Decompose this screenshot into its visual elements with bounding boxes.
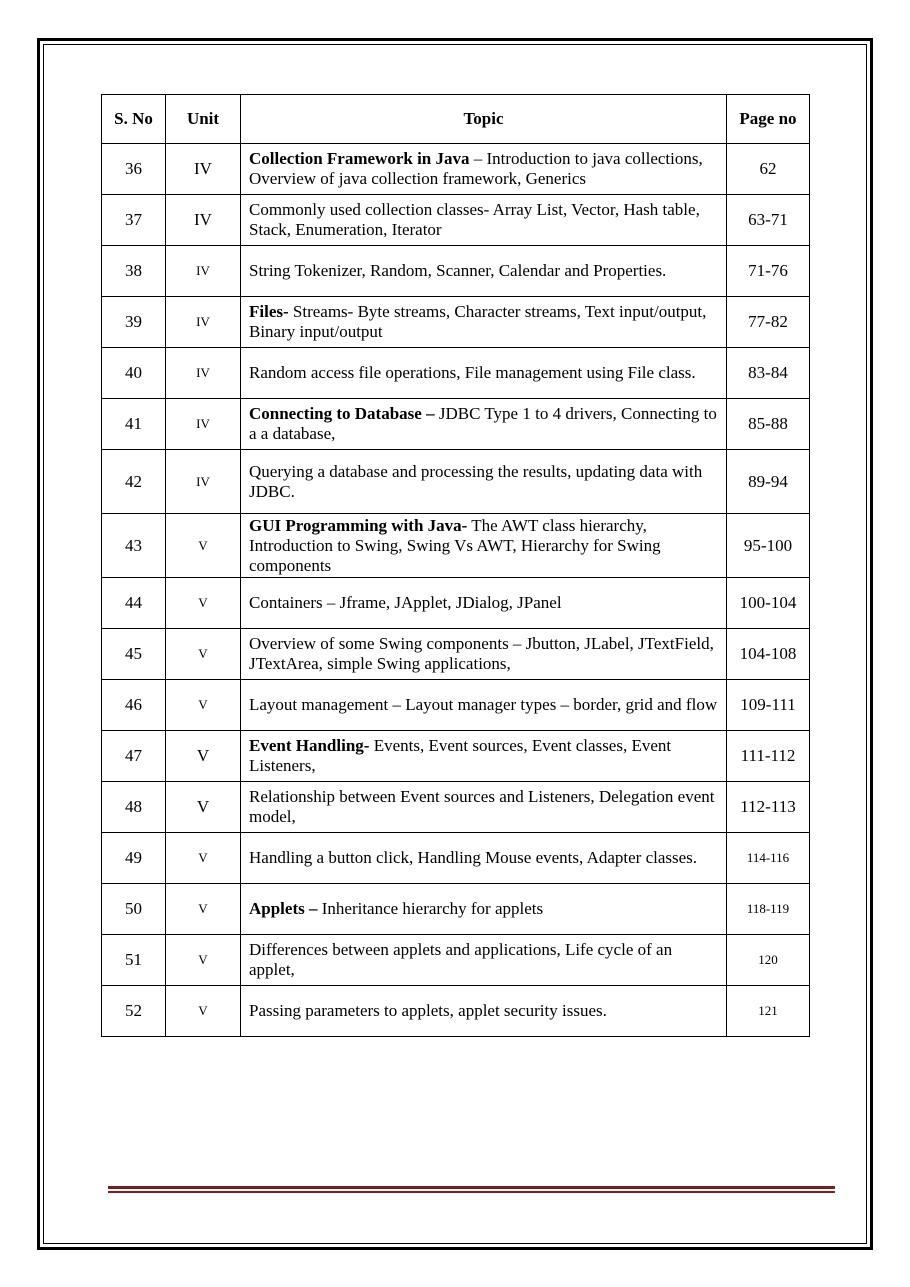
cell-topic <box>241 450 727 514</box>
cell-unit: V <box>166 833 241 884</box>
topic-text: – Introduction to java collections, Overview of java collection framework, Generics <box>249 149 703 188</box>
cell-topic <box>241 731 727 782</box>
cell-topic <box>241 782 727 833</box>
cell-page: 111-112 <box>727 731 810 782</box>
table-row <box>102 195 810 246</box>
cell-topic <box>241 629 727 680</box>
cell-page: 112-113 <box>727 782 810 833</box>
cell-unit: V <box>166 782 241 833</box>
cell-sno: 36 <box>102 144 166 195</box>
table-row <box>102 348 810 399</box>
cell-page: 121 <box>727 986 810 1037</box>
table-row <box>102 935 810 986</box>
topic-text: Layout management – Layout manager types – border, grid and flow <box>249 695 718 714</box>
cell-unit: V <box>166 514 241 578</box>
cell-sno: 47 <box>102 731 166 782</box>
cell-sno: 50 <box>102 884 166 935</box>
table-row <box>102 297 810 348</box>
table-row <box>102 578 810 629</box>
topic-heading: Files- <box>249 302 289 321</box>
cell-unit: IV <box>166 450 241 514</box>
cell-page: 89-94 <box>727 450 810 514</box>
table-row <box>102 629 810 680</box>
cell-unit: V <box>166 578 241 629</box>
cell-topic <box>241 884 727 935</box>
header-page: Page no <box>727 95 810 144</box>
cell-sno: 52 <box>102 986 166 1037</box>
cell-topic <box>241 297 727 348</box>
cell-page: 109-111 <box>727 680 810 731</box>
table-row <box>102 450 810 514</box>
cell-page: 85-88 <box>727 399 810 450</box>
cell-page: 77-82 <box>727 297 810 348</box>
cell-sno: 43 <box>102 514 166 578</box>
cell-topic <box>241 986 727 1037</box>
table-row <box>102 833 810 884</box>
cell-topic <box>241 935 727 986</box>
cell-topic <box>241 399 727 450</box>
cell-sno: 45 <box>102 629 166 680</box>
cell-unit: IV <box>166 399 241 450</box>
topic-text: JDBC Type 1 to 4 drivers, Connecting to a a database, <box>249 404 717 443</box>
topic-text: Handling a button click, Handling Mouse events, Adapter classes. <box>249 848 698 867</box>
table-header-row <box>102 95 810 144</box>
cell-sno: 49 <box>102 833 166 884</box>
cell-page: 104-108 <box>727 629 810 680</box>
cell-unit: IV <box>166 246 241 297</box>
cell-sno: 38 <box>102 246 166 297</box>
topic-text: Inheritance hierarchy for applets <box>317 899 544 918</box>
cell-page: 95-100 <box>727 514 810 578</box>
topic-heading: Event Handling- <box>249 736 370 755</box>
cell-topic <box>241 246 727 297</box>
cell-topic <box>241 195 727 246</box>
cell-unit: V <box>166 884 241 935</box>
table-row <box>102 731 810 782</box>
topic-heading: Connecting to Database – <box>249 404 435 423</box>
topic-heading: Collection Framework in Java <box>249 149 470 168</box>
table-row <box>102 884 810 935</box>
contents-table <box>101 94 810 1037</box>
cell-page: 114-116 <box>727 833 810 884</box>
cell-topic <box>241 680 727 731</box>
cell-page: 83-84 <box>727 348 810 399</box>
cell-sno: 39 <box>102 297 166 348</box>
cell-unit: V <box>166 629 241 680</box>
topic-text: Streams- Byte streams, Character streams, Text input/output, Binary input/output <box>249 302 707 341</box>
cell-sno: 44 <box>102 578 166 629</box>
table-row <box>102 144 810 195</box>
table-row <box>102 399 810 450</box>
topic-text: Commonly used collection classes- Array List, Vector, Hash table, Stack, Enumeration, Iterator <box>249 200 700 239</box>
footer-rule-bottom <box>108 1191 835 1193</box>
cell-topic <box>241 578 727 629</box>
cell-page: 100-104 <box>727 578 810 629</box>
cell-unit: V <box>166 986 241 1037</box>
cell-topic <box>241 144 727 195</box>
topic-text: Containers – Jframe, JApplet, JDialog, JPanel <box>249 593 562 612</box>
topic-text: Querying a database and processing the results, updating data with JDBC. <box>249 461 703 501</box>
topic-text: Events, Event sources, Event classes, Event Listeners, <box>249 736 672 775</box>
cell-topic <box>241 348 727 399</box>
header-topic: Topic <box>241 95 727 144</box>
cell-sno: 41 <box>102 399 166 450</box>
topic-text: Passing parameters to applets, applet security issues. <box>249 1001 607 1020</box>
table-row <box>102 680 810 731</box>
cell-unit: IV <box>166 144 241 195</box>
cell-unit: V <box>166 680 241 731</box>
cell-page: 118-119 <box>727 884 810 935</box>
table-row <box>102 514 810 578</box>
table-row <box>102 986 810 1037</box>
cell-sno: 46 <box>102 680 166 731</box>
topic-heading: GUI Programming with Java- <box>249 515 468 535</box>
cell-sno: 48 <box>102 782 166 833</box>
cell-page: 120 <box>727 935 810 986</box>
cell-unit: IV <box>166 348 241 399</box>
cell-unit: V <box>166 935 241 986</box>
cell-topic <box>241 514 727 578</box>
cell-unit: V <box>166 731 241 782</box>
cell-page: 63-71 <box>727 195 810 246</box>
cell-sno: 40 <box>102 348 166 399</box>
table-row <box>102 246 810 297</box>
topic-text: The AWT class hierarchy, Introduction to Swing, Swing Vs AWT, Hierarchy for Swing components <box>249 515 661 575</box>
cell-sno: 37 <box>102 195 166 246</box>
cell-page: 71-76 <box>727 246 810 297</box>
topic-text: Differences between applets and applications, Life cycle of an applet, <box>249 940 673 979</box>
topic-text: Random access file operations, File management using File class. <box>249 363 696 382</box>
cell-page: 62 <box>727 144 810 195</box>
topic-text: String Tokenizer, Random, Scanner, Calendar and Properties. <box>249 261 667 280</box>
topic-heading: Applets – <box>249 899 318 918</box>
cell-sno: 51 <box>102 935 166 986</box>
cell-topic <box>241 833 727 884</box>
cell-unit: IV <box>166 297 241 348</box>
cell-sno: 42 <box>102 450 166 514</box>
header-unit: Unit <box>166 95 241 144</box>
table-row <box>102 782 810 833</box>
cell-unit: IV <box>166 195 241 246</box>
topic-text: Relationship between Event sources and Listeners, Delegation event model, <box>249 787 715 826</box>
topic-text: Overview of some Swing components – Jbutton, JLabel, JTextField, JTextArea, simple Swing applications, <box>249 634 714 673</box>
footer-rule-top <box>108 1186 835 1189</box>
header-sno: S. No <box>102 95 166 144</box>
